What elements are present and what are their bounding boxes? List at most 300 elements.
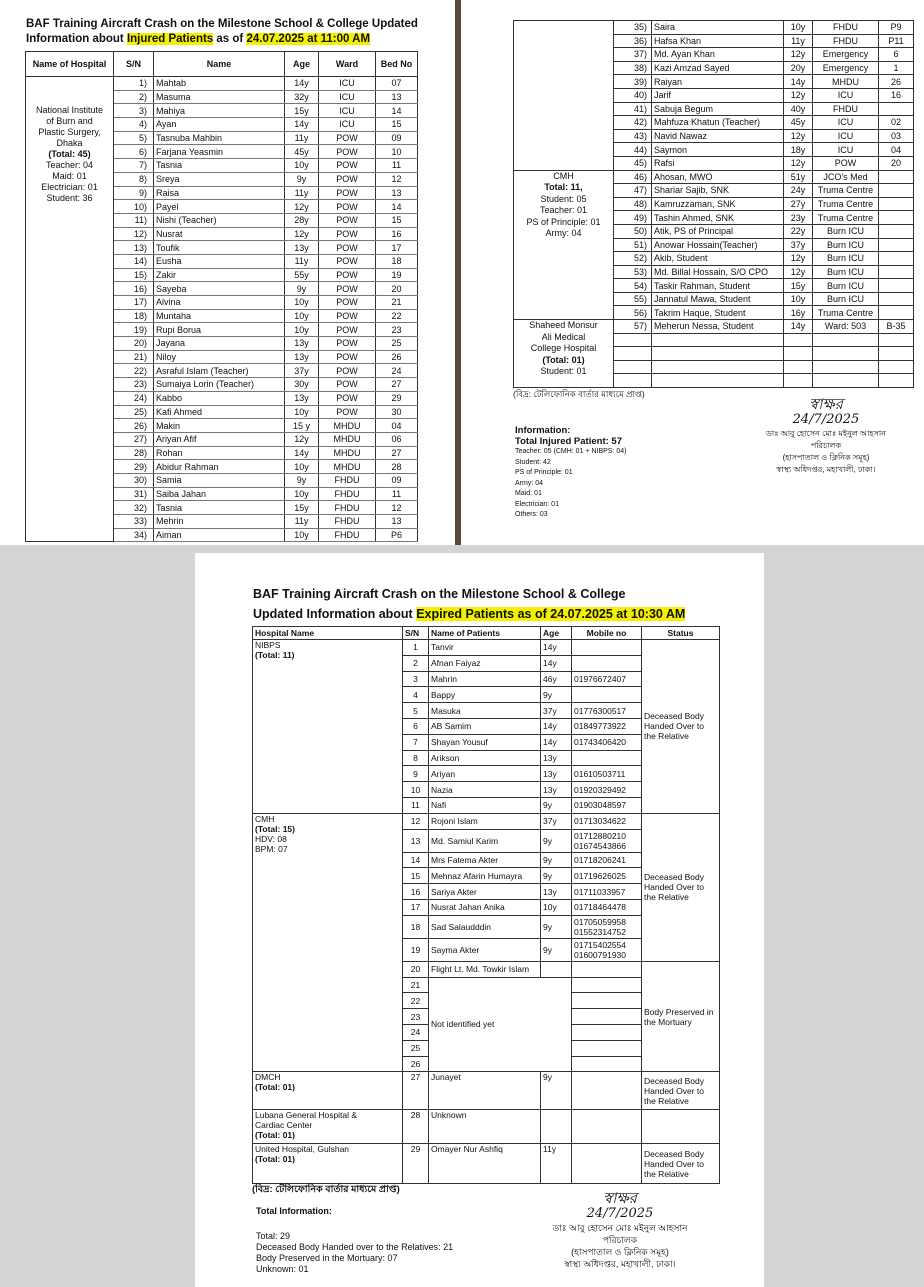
- patient-bed: 12: [376, 172, 418, 186]
- mobile-number: 01610503711: [574, 768, 626, 779]
- patient-bed: 25: [376, 337, 418, 351]
- patient-bed: [879, 252, 914, 266]
- patient-age: 11y: [285, 254, 319, 268]
- patient-age: 9y: [541, 938, 572, 961]
- patient-sn: 27: [403, 1072, 429, 1110]
- patient-age: 14y: [541, 734, 572, 750]
- patient-bed: 19: [376, 268, 418, 282]
- patient-name: Arikson: [429, 750, 541, 766]
- patient-bed: B-35: [879, 320, 914, 334]
- patient-bed: 27: [376, 378, 418, 392]
- patient-name: Raisa: [154, 186, 285, 200]
- hospital-line: Dhaka: [56, 138, 83, 148]
- hospital-line: Student: 01: [540, 366, 587, 377]
- patient-mobile: [572, 961, 642, 977]
- expired-title-line-1: BAF Training Aircraft Crash on the Milestone School & College: [253, 587, 626, 601]
- patient-age: 10y: [285, 159, 319, 173]
- patient-name: Mrs Fatema Akter: [429, 852, 541, 868]
- patient-name: Omayer Nur Ashfiq: [429, 1144, 541, 1184]
- patient-bed: 14: [376, 104, 418, 118]
- status-cell: [642, 1110, 720, 1144]
- expired-table: [252, 626, 720, 1184]
- patient-ward: FHDU: [319, 515, 376, 529]
- patient-name: Saiba Jahan: [154, 487, 285, 501]
- patient-age: 11y: [285, 186, 319, 200]
- patient-sn: 25: [403, 1040, 429, 1056]
- patient-name: Abidur Rahman: [154, 460, 285, 474]
- patient-name: Tasnia: [154, 159, 285, 173]
- mobile-number: 01903048597: [574, 800, 627, 811]
- patient-bed: 23: [376, 323, 418, 337]
- patient-sn: 49): [614, 211, 652, 225]
- signatory-name: ডাঃ আবু হোসেন মোঃ মইনুল আহসান: [552, 1223, 688, 1233]
- patient-sn: 23: [403, 1009, 429, 1025]
- patient-sn: 35): [614, 21, 652, 35]
- patient-sn: 7: [403, 734, 429, 750]
- patient-age: 16y: [784, 306, 813, 320]
- table-row: [253, 1110, 720, 1144]
- patient-age: 13y: [285, 350, 319, 364]
- hospital-cell: [514, 320, 614, 388]
- patient-sn: 17): [114, 296, 154, 310]
- empty-cell: [652, 360, 784, 374]
- table-row: [514, 170, 914, 184]
- patient-ward: JCO's Med: [813, 170, 879, 184]
- mobile-number: 01718206241: [574, 854, 627, 865]
- signatory-dept: (হাসপাতাল ও ক্লিনিক সমূহ): [782, 453, 870, 462]
- patient-name: Flight Lt. Md. Towkir Islam: [429, 961, 541, 977]
- patient-sn: 29): [114, 460, 154, 474]
- patient-mobile: [572, 655, 642, 671]
- patient-sn: 36): [614, 34, 652, 48]
- hospital-line: DMCH: [255, 1072, 281, 1083]
- patient-bed: 11: [376, 487, 418, 501]
- empty-cell: [784, 374, 813, 388]
- patient-mobile: [572, 884, 642, 900]
- signatory-office: স্বাস্থ্য অধিদপ্তর, মহাখালী, ঢাকা।: [776, 465, 876, 474]
- patient-sn: 14: [403, 852, 429, 868]
- patient-age: [541, 1110, 572, 1144]
- patient-mobile: [572, 671, 642, 687]
- patient-name: Aiman: [154, 528, 285, 542]
- patient-sn: 15: [403, 868, 429, 884]
- mobile-number: 01674543866: [574, 840, 627, 851]
- mobile-number: 01718464478: [574, 902, 627, 913]
- patient-sn: 29: [403, 1144, 429, 1184]
- patient-name: Tashin Ahmed, SNK: [652, 211, 784, 225]
- patient-name: Ayan: [154, 118, 285, 132]
- table-row: [514, 320, 914, 334]
- injured-information: [515, 425, 626, 521]
- hospital-line: NIBPS: [255, 640, 281, 650]
- patient-bed: [879, 238, 914, 252]
- hospital-line: Cardiac Center: [255, 1120, 313, 1131]
- patient-ward: ICU: [319, 118, 376, 132]
- patient-age: 10y: [285, 528, 319, 542]
- signatory-office: স্বাস্থ্য অধিদপ্তর, মহাখালী, ঢাকা।: [564, 1259, 676, 1269]
- patient-age: 10y: [285, 460, 319, 474]
- injured-page-2: [461, 0, 924, 545]
- patient-name: Raiyan: [652, 75, 784, 89]
- table-header-row: [253, 627, 720, 640]
- patient-sn: 3): [114, 104, 154, 118]
- mobile-number: 01713034622: [574, 816, 627, 827]
- patient-sn: 51): [614, 238, 652, 252]
- patient-sn: 12): [114, 227, 154, 241]
- patient-name: Asraful Islam (Teacher): [154, 364, 285, 378]
- patient-bed: 30: [376, 405, 418, 419]
- patient-name: Not identified yet: [429, 977, 572, 1072]
- patient-name: Shayan Yousuf: [429, 734, 541, 750]
- hospital-line: Maid: 01: [52, 171, 87, 181]
- patient-sn: 17: [403, 899, 429, 915]
- patient-sn: 57): [614, 320, 652, 334]
- patient-age: 37y: [285, 364, 319, 378]
- empty-cell: [614, 347, 652, 361]
- patient-mobile: [572, 782, 642, 798]
- patient-sn: 6): [114, 145, 154, 159]
- patient-ward: FHDU: [319, 501, 376, 515]
- patient-bed: 24: [376, 364, 418, 378]
- table-row: [26, 77, 418, 91]
- patient-name: Eusha: [154, 254, 285, 268]
- hospital-cell: [514, 170, 614, 320]
- patient-age: 23y: [784, 211, 813, 225]
- patient-age: 11y: [541, 1144, 572, 1184]
- injured-title-line-1: BAF Training Aircraft Crash on the Milestone School & College Updated: [26, 18, 418, 30]
- empty-cell: [652, 374, 784, 388]
- patient-ward: ICU: [813, 129, 879, 143]
- patient-name: Masuma: [154, 90, 285, 104]
- patient-sn: 42): [614, 116, 652, 130]
- patient-age: 40y: [784, 102, 813, 116]
- patient-ward: FHDU: [813, 34, 879, 48]
- info-line: Others: 03: [515, 511, 548, 518]
- empty-cell: [813, 360, 879, 374]
- hospital-cell: [253, 640, 403, 814]
- expired-total-information: [256, 1206, 453, 1275]
- patient-age: 9y: [541, 687, 572, 703]
- hospital-line: HDV: 08: [255, 833, 287, 844]
- col-age: Age: [541, 627, 572, 640]
- patient-age: 9y: [285, 172, 319, 186]
- hospital-line: of Burn and: [46, 116, 93, 126]
- patient-name: Niloy: [154, 350, 285, 364]
- hospital-line: Lubana General Hospital &: [255, 1110, 358, 1121]
- patient-bed: 09: [376, 473, 418, 487]
- patient-sn: 1): [114, 77, 154, 91]
- patient-sn: 20: [403, 961, 429, 977]
- patient-age: 37y: [541, 703, 572, 719]
- patient-name: Nafi: [429, 797, 541, 813]
- patient-name: Alvina: [154, 296, 285, 310]
- patient-name: Kazi Amzad Sayed: [652, 61, 784, 75]
- patient-name: Mahfuza Khatun (Teacher): [652, 116, 784, 130]
- info-line: Maid: 01: [515, 490, 542, 497]
- patient-sn: 22): [114, 364, 154, 378]
- patient-bed: 13: [376, 90, 418, 104]
- patient-ward: Burn ICU: [813, 252, 879, 266]
- expired-title-line-2: Updated Information about Expired Patients as of 24.07.2025 at 10:30 AM: [253, 607, 686, 621]
- hospital-line: Shaheed Monsur: [529, 320, 598, 331]
- patient-age: 15y: [285, 501, 319, 515]
- patient-mobile: [572, 938, 642, 961]
- injured-title-line-2: Information about Injured Patients as of 24.07.2025 at 11:00 AM: [26, 33, 371, 45]
- patient-name: Md. Billal Hossain, S/O CPO: [652, 265, 784, 279]
- patient-ward: POW: [319, 323, 376, 337]
- info-line: Army: 04: [515, 479, 544, 487]
- patient-bed: 21: [376, 296, 418, 310]
- patient-sn: 20): [114, 337, 154, 351]
- patient-age: 30y: [285, 378, 319, 392]
- patient-name: Bappy: [429, 687, 541, 703]
- patient-name: Md. Ayan Khan: [652, 48, 784, 62]
- patient-sn: 19): [114, 323, 154, 337]
- empty-cell: [652, 347, 784, 361]
- patient-bed: 09: [376, 131, 418, 145]
- patient-name: Ariyan Afif: [154, 432, 285, 446]
- total-line: Unknown: 01: [256, 1264, 309, 1274]
- table-row: [514, 21, 914, 35]
- info-line: Teacher: 05 (CMH: 01 + NIBPS: 04): [515, 448, 627, 455]
- col-bed: Bed No: [376, 52, 418, 77]
- patient-ward: MHDU: [319, 419, 376, 433]
- patient-age: 9y: [541, 852, 572, 868]
- hospital-line: (Total: 01): [255, 1154, 295, 1165]
- patient-ward: Burn ICU: [813, 279, 879, 293]
- patient-name: Junayet: [429, 1072, 541, 1110]
- patient-sn: 16: [403, 884, 429, 900]
- patient-ward: POW: [319, 309, 376, 323]
- info-line: PS of Principle: 01: [515, 469, 573, 476]
- injured-table-page-2: [513, 20, 914, 388]
- patient-name: Sariya Akter: [429, 884, 541, 900]
- patient-ward: FHDU: [813, 102, 879, 116]
- table-row: [253, 813, 720, 829]
- patient-name: Shariar Sajib, SNK: [652, 184, 784, 198]
- patient-sn: 28): [114, 446, 154, 460]
- patient-age: 9y: [541, 868, 572, 884]
- empty-cell: [614, 360, 652, 374]
- patient-bed: 22: [376, 309, 418, 323]
- patient-name: Tasnuba Mahbin: [154, 131, 285, 145]
- status-cell: Body Preserved in the Mortuary: [642, 961, 720, 1072]
- patient-age: 37y: [784, 238, 813, 252]
- patient-mobile: [572, 977, 642, 993]
- patient-bed: 26: [376, 350, 418, 364]
- patient-sn: 34): [114, 528, 154, 542]
- hospital-line: Student: 36: [46, 193, 93, 203]
- patient-age: [541, 961, 572, 977]
- hospital-line: Total: 11,: [544, 182, 583, 193]
- patient-name: Farjana Yeasmin: [154, 145, 285, 159]
- patient-age: 12y: [285, 227, 319, 241]
- patient-bed: 11: [376, 159, 418, 173]
- hospital-line: Teacher: 01: [539, 205, 588, 216]
- patient-age: 12y: [784, 265, 813, 279]
- info-title: Information:: [515, 425, 571, 436]
- hospital-cell: [26, 77, 114, 542]
- patient-bed: 1: [879, 61, 914, 75]
- col-sn: S/N: [403, 627, 429, 640]
- patient-mobile: [572, 993, 642, 1009]
- patient-age: 45y: [285, 145, 319, 159]
- patient-age: 13y: [285, 391, 319, 405]
- mobile-number: 01711033957: [574, 886, 626, 897]
- patient-name: Sad Salaudddin: [429, 915, 541, 938]
- patient-mobile: [572, 868, 642, 884]
- patient-age: 22y: [784, 224, 813, 238]
- patient-mobile: [572, 718, 642, 734]
- hospital-line: PS of Principle: 01: [526, 216, 601, 227]
- empty-cell: [614, 333, 652, 347]
- patient-ward: POW: [319, 213, 376, 227]
- patient-name: Mehnaz Afarin Humayra: [429, 868, 541, 884]
- patient-bed: 29: [376, 391, 418, 405]
- patient-name: Sabuja Begum: [652, 102, 784, 116]
- patient-bed: 27: [376, 446, 418, 460]
- patient-age: 13y: [285, 241, 319, 255]
- patient-bed: 17: [376, 241, 418, 255]
- patient-mobile: [572, 813, 642, 829]
- mobile-number: 01976672407: [574, 673, 627, 684]
- patient-name: Takrim Haque, Student: [652, 306, 784, 320]
- hospital-line: Army: 04: [545, 228, 582, 239]
- patient-name: Hafsa Khan: [652, 34, 784, 48]
- patient-ward: POW: [319, 405, 376, 419]
- patient-bed: 15: [376, 118, 418, 132]
- hospital-line: Teacher: 04: [45, 160, 94, 170]
- patient-age: 14y: [541, 640, 572, 656]
- hospital-line: (Total: 01): [255, 1082, 295, 1093]
- patient-sn: 47): [614, 184, 652, 198]
- telephonic-note: (বিদ্র: টেলিফোনিক বার্তার মাধ্যমে প্রাপ্ত): [513, 389, 645, 399]
- hospital-line: Ali Medical: [541, 331, 586, 342]
- col-age: Age: [285, 52, 319, 77]
- mobile-number: 01712880210: [574, 830, 627, 841]
- patient-sn: 7): [114, 159, 154, 173]
- patient-bed: 10: [376, 145, 418, 159]
- patient-ward: POW: [319, 378, 376, 392]
- patient-mobile: [572, 915, 642, 938]
- table-row: [253, 1072, 720, 1110]
- patient-age: 18y: [784, 143, 813, 157]
- empty-cell: [652, 333, 784, 347]
- patient-name: Sayeba: [154, 282, 285, 296]
- patient-age: 14y: [541, 718, 572, 734]
- patient-ward: POW: [813, 156, 879, 170]
- patient-sn: 16): [114, 282, 154, 296]
- empty-cell: [784, 333, 813, 347]
- patient-age: 10y: [784, 292, 813, 306]
- hospital-line: (Total: 01): [542, 354, 585, 365]
- patient-bed: 12: [376, 501, 418, 515]
- mobile-number: 01715402554: [574, 939, 627, 950]
- empty-cell: [784, 360, 813, 374]
- patient-age: 11y: [285, 515, 319, 529]
- patient-age: 15y: [784, 279, 813, 293]
- patient-age: 28y: [285, 213, 319, 227]
- patient-age: 45y: [784, 116, 813, 130]
- empty-cell: [879, 374, 914, 388]
- total-line: Body Preserved in the Mortuary: 07: [256, 1253, 398, 1263]
- signatory-title: পরিচালক: [810, 441, 842, 450]
- patient-bed: P6: [376, 528, 418, 542]
- patient-sn: 27): [114, 432, 154, 446]
- patient-ward: POW: [319, 131, 376, 145]
- patient-ward: POW: [319, 254, 376, 268]
- patient-ward: POW: [319, 159, 376, 173]
- mobile-number: 01705059958: [574, 916, 627, 927]
- patient-sn: 45): [614, 156, 652, 170]
- patient-sn: 30): [114, 473, 154, 487]
- col-status: Status: [642, 627, 720, 640]
- patient-ward: POW: [319, 186, 376, 200]
- col-name: Name: [154, 52, 285, 77]
- mobile-number: 01719626025: [574, 870, 627, 881]
- patient-ward: Burn ICU: [813, 238, 879, 252]
- patient-bed: 18: [376, 254, 418, 268]
- patient-sn: 15): [114, 268, 154, 282]
- patient-sn: 4): [114, 118, 154, 132]
- col-ward: Ward: [319, 52, 376, 77]
- signature-block: [520, 1190, 720, 1270]
- mobile-number: 01552314752: [574, 926, 627, 937]
- signatory-name: ডাঃ আবু হোসেন মোঃ মইনুল আহসান: [766, 429, 886, 438]
- patient-age: 12y: [784, 129, 813, 143]
- patient-age: 13y: [541, 782, 572, 798]
- patient-bed: [879, 279, 914, 293]
- patient-mobile: [572, 687, 642, 703]
- patient-name: Meherun Nessa, Student: [652, 320, 784, 334]
- patient-age: 11y: [285, 131, 319, 145]
- patient-age: 13y: [541, 884, 572, 900]
- patient-bed: 14: [376, 200, 418, 214]
- patient-name: Saymon: [652, 143, 784, 157]
- patient-sn: 21): [114, 350, 154, 364]
- patient-mobile: [572, 1144, 642, 1184]
- col-sn: S/N: [114, 52, 154, 77]
- hospital-line: College Hospital: [530, 343, 597, 354]
- empty-cell: [813, 347, 879, 361]
- info-line: Student: 42: [515, 458, 551, 466]
- mobile-number: 01600791930: [574, 949, 627, 960]
- patient-sn: 32): [114, 501, 154, 515]
- patient-name: Unknown: [429, 1110, 541, 1144]
- hospital-line: (Total: 15): [255, 823, 295, 834]
- patient-bed: 20: [879, 156, 914, 170]
- patient-ward: POW: [319, 227, 376, 241]
- patient-bed: [879, 292, 914, 306]
- patient-sn: 18: [403, 915, 429, 938]
- patient-mobile: [572, 1024, 642, 1040]
- patient-name: Rohan: [154, 446, 285, 460]
- patient-age: 9y: [285, 282, 319, 296]
- patient-bed: 28: [376, 460, 418, 474]
- patient-sn: 31): [114, 487, 154, 501]
- status-cell: Deceased Body Handed Over to the Relative: [642, 813, 720, 961]
- patient-sn: 6: [403, 718, 429, 734]
- patient-ward: Emergency: [813, 48, 879, 62]
- patient-sn: 1: [403, 640, 429, 656]
- patient-sn: 38): [614, 61, 652, 75]
- patient-sn: 2: [403, 655, 429, 671]
- patient-age: 46y: [541, 671, 572, 687]
- patient-sn: 12: [403, 813, 429, 829]
- patient-sn: 44): [614, 143, 652, 157]
- patient-mobile: [572, 703, 642, 719]
- patient-name: Kafi Ahmed: [154, 405, 285, 419]
